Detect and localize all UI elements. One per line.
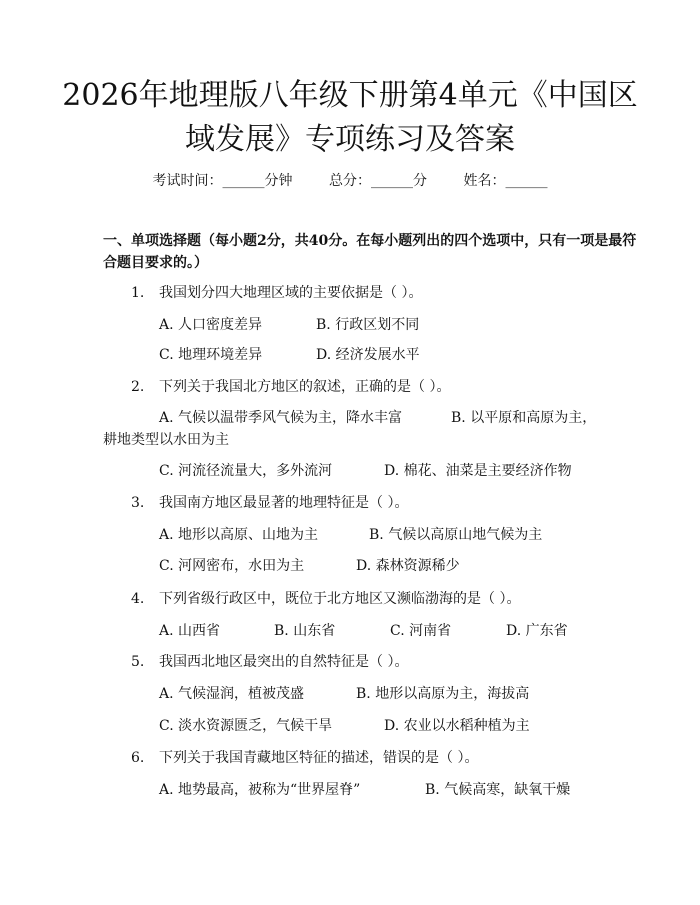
title-line-2: 域发展》专项练习及答案 <box>185 122 515 157</box>
option-d: D. 经济发展水平 <box>316 347 420 363</box>
option-a: A. 地势最高，被称为“世界屋脊” <box>159 782 361 798</box>
question-number: 3. <box>131 495 145 511</box>
option-d: D. 森林资源稀少 <box>356 558 460 574</box>
exam-name: 姓名：______ <box>463 173 548 189</box>
title-line-1: 2026年地理版八年级下册第4单元《中国区 <box>62 78 638 113</box>
option-c: C. 河网密布，水田为主 <box>159 558 305 574</box>
option-b: B. 山东省 <box>274 623 336 639</box>
option-d: D. 广东省 <box>506 623 568 639</box>
exam-score: 总分：______分 <box>329 173 427 189</box>
option-c: C. 河南省 <box>390 623 452 639</box>
section-heading: 一、单项选择题（每小题2分，共40分。在每小题列出的四个选项中，只有一项是最符合题目要求的。） <box>103 233 637 271</box>
exam-time: 考试时间：______分钟 <box>152 173 293 189</box>
question-text: 下列关于我国北方地区的叙述，正确的是（ ）。 <box>159 379 451 395</box>
question-1 <box>131 283 422 303</box>
question-3 <box>131 493 408 513</box>
question-4 <box>131 589 520 609</box>
option-c: C. 地理环境差异 <box>159 347 263 363</box>
question-6 <box>131 748 478 768</box>
option-b: B. 气候以高原山地气候为主 <box>369 527 543 543</box>
option-a: A. 山西省 <box>159 623 221 639</box>
option-d: D. 棉花、油菜是主要经济作物 <box>384 463 572 479</box>
option-b: B. 地形以高原为主，海拔高 <box>356 686 530 702</box>
option-b: B. 行政区划不同 <box>316 317 420 333</box>
option-b-continued: 耕地类型以水田为主 <box>103 432 229 448</box>
option-c: C. 河流径流量大，多外流河 <box>159 463 333 479</box>
question-text: 下列省级行政区中，既位于北方地区又濒临渤海的是（ ）。 <box>159 591 521 607</box>
question-text: 下列关于我国青藏地区特征的描述，错误的是（ ）。 <box>159 750 479 766</box>
option-a: A. 人口密度差异 <box>159 317 263 333</box>
option-c: C. 淡水资源匮乏，气候干旱 <box>159 718 333 734</box>
question-number: 6. <box>131 750 145 766</box>
question-text: 我国划分四大地理区域的主要依据是（ ）。 <box>159 285 423 301</box>
question-2 <box>131 377 450 397</box>
option-b: B. 气候高寒，缺氧干燥 <box>425 782 571 798</box>
exam-info <box>0 170 700 190</box>
question-5 <box>131 652 408 672</box>
option-a: A. 气候以温带季风气候为主，降水丰富 <box>159 410 403 426</box>
option-a: A. 气候湿润，植被茂盛 <box>159 686 305 702</box>
question-number: 5. <box>131 654 145 670</box>
question-number: 2. <box>131 379 145 395</box>
option-b: B. 以平原和高原为主， <box>451 410 597 426</box>
option-d: D. 农业以水稻种植为主 <box>384 718 530 734</box>
question-text: 我国南方地区最显著的地理特征是（ ）。 <box>159 495 409 511</box>
page-title <box>40 74 660 162</box>
option-a: A. 地形以高原、山地为主 <box>159 527 319 543</box>
question-number: 1. <box>131 285 145 301</box>
question-text: 我国西北地区最突出的自然特征是（ ）。 <box>159 654 409 670</box>
question-number: 4. <box>131 591 145 607</box>
